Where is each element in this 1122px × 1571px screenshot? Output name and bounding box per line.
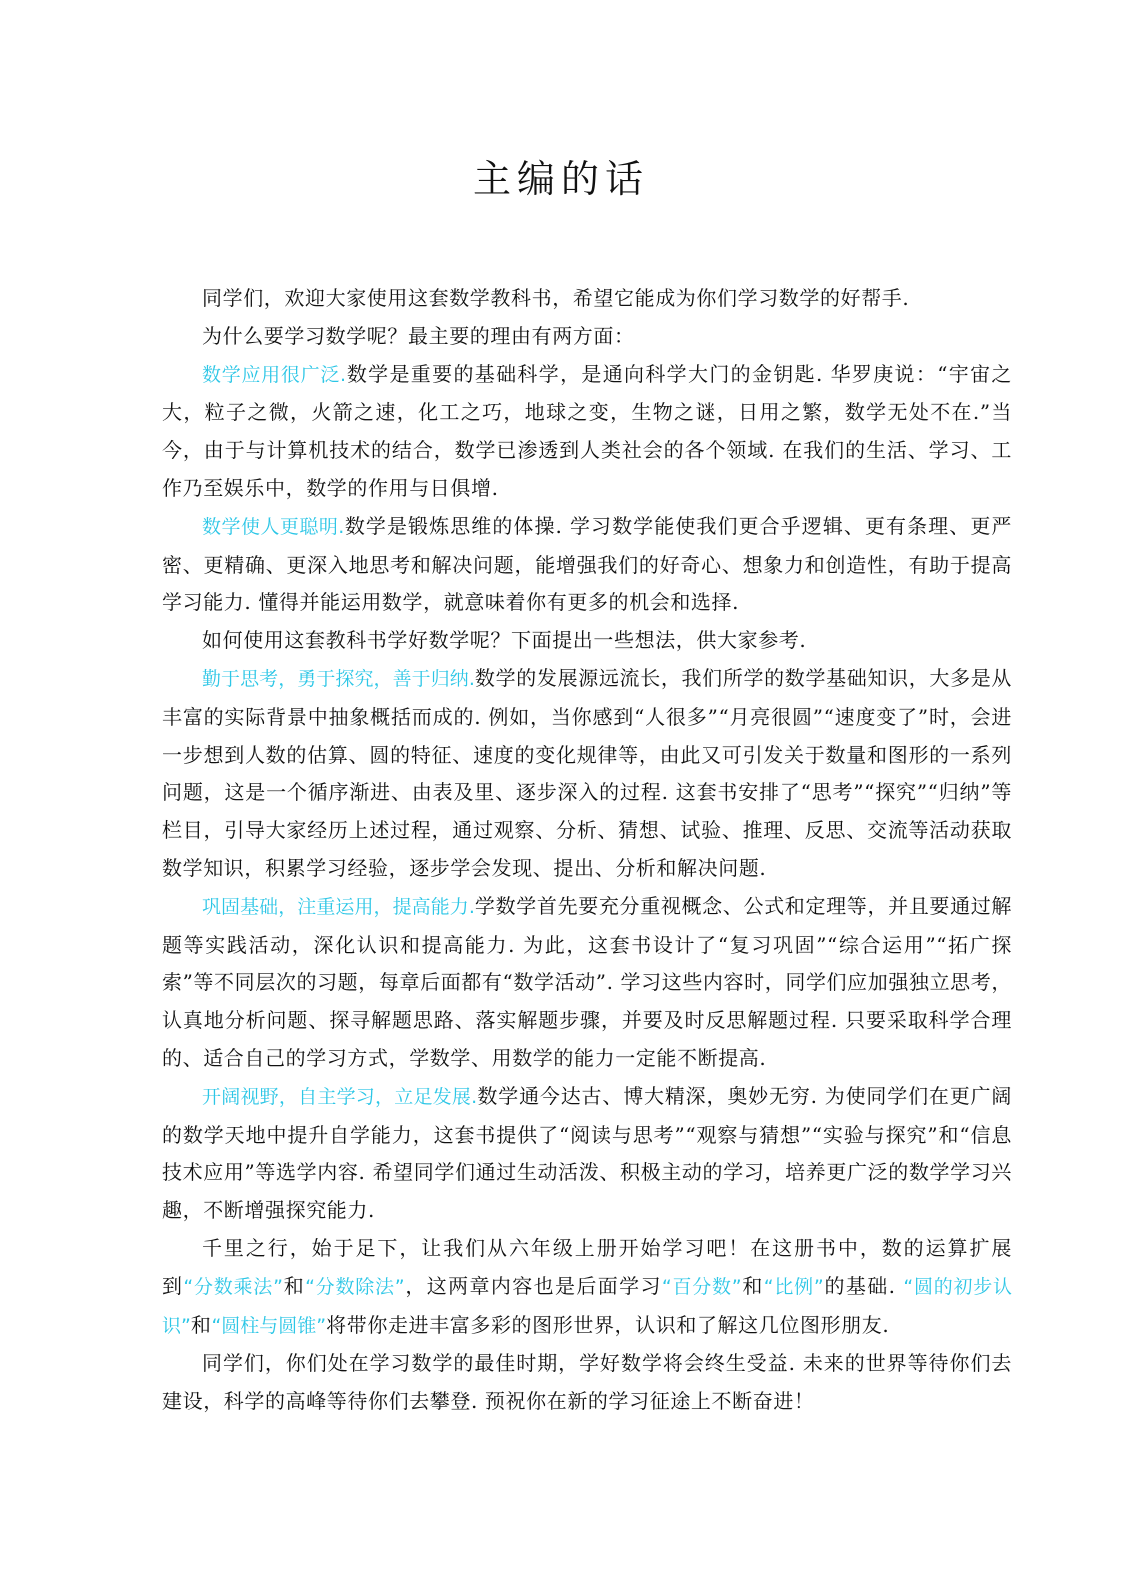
body-text: 数学的发展源远流长，我们所学的数学基础知识，大多是从丰富的实际背景中抽象概括而成的. 例如，当你感到“人很多”“月亮很圆”“速度变了”时，会进一步想到人数的估算、圆的特征、速度的变化规律等，由此又可引发关于数量和图形的一系列问题，这是一个循序渐进、由表及里、逐步深入的过程. 这套书安排了“思考”“探究”“归纳”等栏目，引导大家经历上述过程，通过观察、分析、猜想、试验、推理、反思、交流等活动获取数学知识，积累学习经验，逐步学会发现、提出、分析和解决问题. [162,665,1012,880]
body-text: 千里之行，始于足下，让我们从六年级上册开始学习吧！在这册书中，数的运算扩展到 [162,1235,1012,1298]
editor-message-body [162,280,1012,1421]
body-text: 如何使用这套教科书学好数学呢？下面提出一些想法，供大家参考. [202,628,807,653]
body-text: 为什么要学习数学呢？最主要的理由有两方面： [202,323,635,348]
highlighted-phrase: 勤于思考，勇于探究，善于归纳. [202,667,475,690]
paragraph [162,1078,1012,1230]
highlighted-phrase: “分数除法” [305,1275,405,1298]
body-text: 学数学首先要充分重视概念、公式和定理等，并且要通过解题等实践活动，深化认识和提高能力. 为此，这套书设计了“复习巩固”“综合运用”“拓广探索”等不同层次的习题，每章后面都有“数学活动”. 学习这些内容时，同学们应加强独立思考，认真地分析问题、探寻解题思路、落实解题步骤，并要及时反思解题过程. 只要采取科学合理的、适合自己的学习方式，学数学、用数学的能力一定能不断提高. [162,893,1012,1070]
highlighted-phrase: “比例” [763,1275,824,1298]
body-text: 同学们，你们处在学习数学的最佳时期，学好数学将会终生受益. 未来的世界等待你们去建设，科学的高峰等待你们去攀登. 预祝你在新的学习征途上不断奋进！ [162,1351,1012,1414]
highlighted-phrase: “分数乘法” [183,1275,283,1298]
body-text: ，这两章内容也是后面学习 [404,1273,662,1298]
body-text: 的基础. [823,1273,904,1298]
paragraph [162,622,1012,660]
body-text: 和 [190,1312,212,1337]
highlighted-phrase: 数学使人更聪明. [202,515,345,538]
body-text: 和 [282,1273,306,1298]
body-text: 同学们，欢迎大家使用这套数学教科书，希望它能成为你们学习数学的好帮手. [202,286,910,310]
paragraph [162,888,1012,1078]
highlighted-phrase: “圆的初步认识” [162,1275,1013,1337]
page-title: 主编的话 [472,157,649,201]
body-text: 数学通今达古、博大精深，奥妙无穷. 为使同学们在更广阔的数学天地中提升自学能力，这套书提供了“阅读与思考”“观察与猜想”“实验与探究”和“信息技术应用”等选学内容. 希望同学们通过生动活泼、积极主动的学习，培养更广泛的数学学习兴趣，不断增强探究能力. [162,1083,1012,1223]
paragraph [162,660,1012,888]
paragraph [162,1230,1012,1345]
highlighted-phrase: 数学应用很广泛. [202,363,347,386]
highlighted-phrase: “百分数” [661,1275,742,1298]
body-text: 数学是重要的基础科学，是通向科学大门的金钥匙. 华罗庚说：“宇宙之大，粒子之微，火箭之速，化工之巧，地球之变，生物之谜，日用之繁，数学无处不在.”当今，由于与计算机技术的结合，数学已渗透到人类社会的各个领域. 在我们的生活、学习、工作乃至娱乐中，数学的作用与日俱增. [162,361,1012,500]
body-text: 和 [741,1273,764,1298]
highlighted-phrase: 开阔视野，自主学习，立足发展. [202,1085,478,1108]
body-text: 将带你走进丰富多彩的图形世界，认识和了解这几位图形朋友. [326,1312,890,1337]
body-text: 数学是锻炼思维的体操. 学习数学能使我们更合乎逻辑、更有条理、更严密、更精确、更深入地思考和解决问题，能增强我们的好奇心、想象力和创造性，有助于提高学习能力. 懂得并能运用数学，就意味着你有更多的机会和选择. [162,513,1013,615]
paragraph [162,318,1012,356]
paragraph [162,508,1012,622]
paragraph [162,1345,1012,1421]
paragraph [162,356,1012,508]
paragraph [162,280,1012,318]
highlighted-phrase: “圆柱与圆锥” [211,1314,327,1337]
highlighted-phrase: 巩固基础，注重运用，提高能力. [202,895,475,918]
